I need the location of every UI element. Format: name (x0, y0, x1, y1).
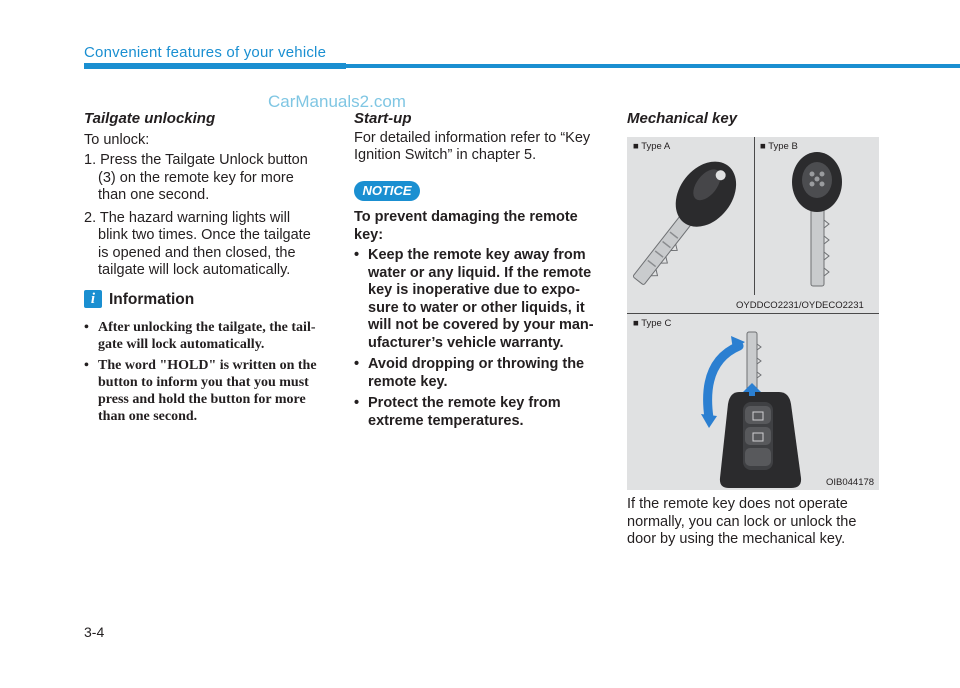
notice-bullet-3-line-2: extreme temperatures. (368, 412, 524, 429)
info-bullet-2-line-1: • The word "HOLD" is written on the (98, 358, 317, 373)
type-c-remote-key-image (627, 326, 879, 488)
notice-bullet-2-line-2: remote key. (368, 373, 448, 390)
notice-bullet-2-line-1: • Avoid dropping or throwing the (368, 356, 585, 372)
type-c-label: ■ Type C (633, 318, 672, 329)
mechanical-text-line-1: If the remote key does not operate (627, 496, 848, 512)
notice-badge: NOTICE (354, 181, 420, 201)
step-1-line-3: than one second. (98, 187, 210, 203)
notice-bullet (354, 356, 606, 391)
info-bullet-1-line-2: gate will lock automatically. (98, 337, 265, 352)
info-bullet-2-line-2: button to inform you that you must (98, 375, 309, 390)
information-bullets (84, 319, 336, 429)
notice-bullet-1-line-4: sure to water or other liquids, it (368, 299, 585, 316)
tailgate-heading: Tailgate unlocking (84, 110, 216, 127)
startup-text-2: Ignition Switch” in chapter 5. (354, 147, 537, 163)
notice-bullets (354, 247, 606, 434)
type-a-label: ■ Type A (633, 141, 671, 152)
info-bullet-1-line-1: • After unlocking the tailgate, the tail- (98, 320, 316, 335)
notice-bullet (354, 395, 606, 430)
tailgate-steps (84, 152, 334, 280)
info-bullet (84, 319, 336, 353)
figure-code-top: OYDDCO2231/OYDECO2231 (736, 300, 864, 311)
step-1-line-1: 1. Press the Tailgate Unlock button (84, 152, 308, 168)
notice-bullet-1-line-5: will not be covered by your man- (368, 317, 594, 333)
figure-code-bottom: OIB044178 (826, 477, 875, 488)
mechanical-key-text (627, 496, 881, 549)
step-1-line-2: (3) on the remote key for more (98, 169, 294, 186)
info-bullet-2-line-4: than one second. (98, 409, 198, 424)
notice-bullet (354, 247, 606, 352)
type-b-label: ■ Type B (760, 141, 798, 152)
watermark: CarManuals2.com (268, 92, 406, 111)
notice-heading-line-1: To prevent damaging the remote (354, 209, 578, 225)
type-a-key-image (627, 150, 754, 292)
notice-bullet-1-line-3: key is inoperative due to expo- (368, 282, 580, 298)
info-bullet-2-line-3: press and hold the button for more (98, 392, 306, 407)
step-2-line-3: is opened and then closed, the (98, 244, 296, 261)
mechanical-text-line-3: door by using the mechanical key. (627, 531, 846, 547)
tailgate-intro: To unlock: (84, 132, 150, 148)
info-bullet (84, 357, 336, 425)
figure-divider (754, 137, 755, 295)
notice-bullet-1-line-6: ufacturer’s vehicle warranty. (368, 334, 564, 351)
mechanical-key-heading: Mechanical key (627, 110, 738, 127)
notice-heading-line-2: key: (354, 226, 384, 243)
notice-bullet-3-line-1: • Protect the remote key from (368, 395, 561, 411)
notice-heading (354, 209, 606, 244)
mechanical-text-line-2: normally, you can lock or unlock the (627, 513, 857, 530)
page-number: 3-4 (84, 624, 105, 640)
notice-bullet-1-line-2: water or any liquid. If the remote (368, 264, 592, 281)
header-rule (84, 64, 960, 68)
notice-bullet-1-line-1: • Keep the remote key away from (368, 247, 586, 263)
section-header-title: Convenient features of your vehicle (84, 44, 327, 61)
step-2-line-2: blink two times. Once the tailgate (98, 227, 311, 243)
information-icon: i (84, 290, 102, 308)
startup-heading: Start-up (354, 110, 412, 127)
information-title: Information (109, 291, 195, 308)
startup-text-1: For detailed information refer to “Key (354, 130, 591, 146)
step-2-line-1: 2. The hazard warning lights will (84, 209, 291, 226)
step-2-line-4: tailgate will lock automatically. (98, 262, 291, 278)
type-b-key-image (756, 150, 878, 292)
